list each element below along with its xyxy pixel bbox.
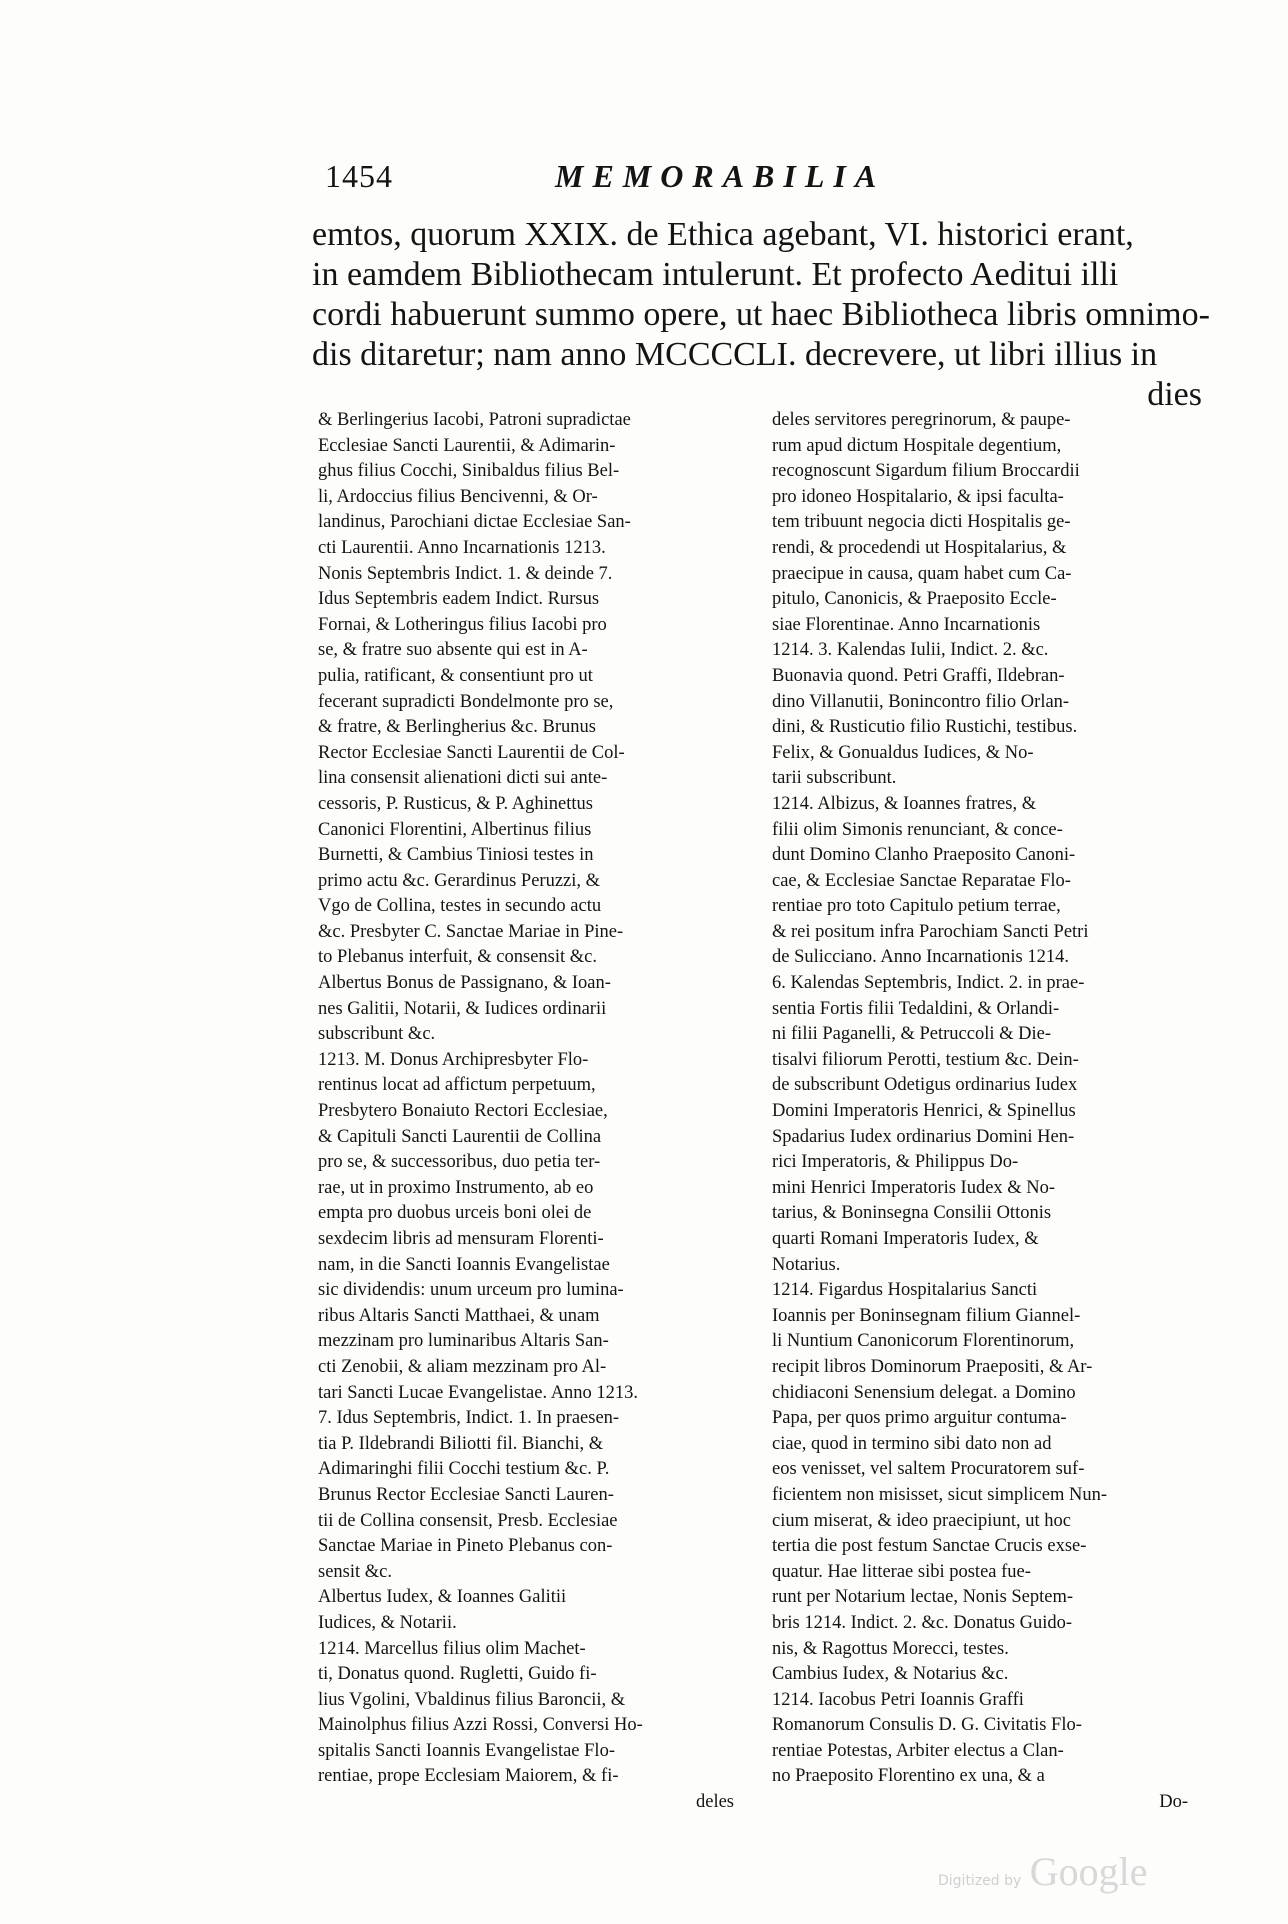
text-line: tisalvi filiorum Perotti, testium &c. Dein- (772, 1049, 1079, 1070)
text-line: rentinus locat ad affictum perpetuum, (318, 1075, 596, 1096)
text-line: tertia die post festum Sanctae Crucis exse- (772, 1536, 1087, 1557)
text-line: Sanctae Mariae in Pineto Plebanus con- (318, 1536, 613, 1557)
text-line: subscribunt &c. (318, 1024, 436, 1045)
watermark-prefix: Digitized by (938, 1873, 1022, 1889)
column-catchword: deles (695, 1792, 734, 1813)
text-line: tii de Collina consensit, Presb. Ecclesiae (318, 1510, 618, 1531)
text-line: nes Galitii, Notarii, & Iudices ordinarii (318, 998, 607, 1019)
text-line: dunt Domino Clanho Praeposito Canoni- (772, 845, 1076, 866)
text-line: se, & fratre suo absente qui est in A- (318, 640, 588, 661)
intro-line: dis ditaretur; nam anno MCCCCLI. decrevere, ut libri illius in (312, 336, 1158, 373)
text-line: bris 1214. Indict. 2. &c. Donatus Guido- (772, 1612, 1073, 1633)
text-line: rae, ut in proximo Instrumento, ab eo (318, 1177, 594, 1198)
text-line: de subscribunt Odetigus ordinarius Iudex (772, 1075, 1078, 1096)
text-line: recognoscunt Sigardum filium Broccardii (772, 461, 1080, 482)
text-line: quatur. Hae litterae sibi postea fue- (772, 1561, 1031, 1582)
text-line: sic dividendis: unum urceum pro lumina- (318, 1280, 624, 1301)
text-line: ni filii Paganelli, & Petruccoli & Die- (772, 1024, 1051, 1045)
text-line: rentiae pro toto Capitulo petium terrae, (772, 896, 1061, 917)
text-line: Fornai, & Lotheringus filius Iacobi pro (318, 614, 607, 635)
text-line: & Capituli Sancti Laurentii de Collina (318, 1126, 602, 1147)
text-line: quarti Romani Imperatoris Iudex, & (772, 1229, 1039, 1249)
text-line: Felix, & Gonualdus Iudices, & No- (772, 742, 1034, 763)
text-line: tari Sancti Lucae Evangelistae. Anno 1213. (318, 1382, 639, 1403)
text-line: ribus Altaris Sancti Matthaei, & unam (318, 1305, 600, 1326)
text-line: Iudices, & Notarii. (318, 1612, 457, 1633)
text-line: ghus filius Cocchi, Sinibaldus filius Bel- (318, 461, 620, 482)
text-line: Presbytero Bonaiuto Rectori Ecclesiae, (318, 1101, 608, 1122)
text-line: cium miserat, & ideo praecipiunt, ut hoc (772, 1510, 1071, 1531)
text-line: rendi, & procedendi ut Hospitalarius, & (772, 537, 1067, 558)
text-line: tem tribuunt negocia dicti Hospitalis ge- (772, 512, 1071, 533)
text-line: empta pro duobus urceis boni olei de (318, 1203, 592, 1224)
column-catchword: Do- (1159, 1792, 1188, 1813)
text-line: Idus Septembris eadem Indict. Rursus (318, 589, 600, 610)
text-line: &c. Presbyter C. Sanctae Mariae in Pine- (318, 921, 624, 942)
right-column (772, 408, 1188, 1816)
page-number: 1454 (325, 158, 393, 194)
text-line: Vgo de Collina, testes in secundo actu (318, 896, 602, 917)
text-line: & Berlingerius Iacobi, Patroni supradictae (318, 410, 631, 430)
text-line: Spadarius Iudex ordinarius Domini Hen- (772, 1126, 1075, 1147)
intro-line: emtos, quorum XXIX. de Ethica agebant, VI. historici erant, (312, 216, 1134, 253)
text-line: ficientem non misisset, sicut simplicem Nun- (772, 1484, 1108, 1505)
text-line: tarius, & Boninsegna Consilii Ottonis (772, 1203, 1052, 1224)
text-line: pro se, & successoribus, duo petia ter- (318, 1152, 601, 1173)
text-line: pitulo, Canonicis, & Praeposito Eccle- (772, 589, 1057, 610)
text-line: Canonici Florentini, Albertinus filius (318, 819, 592, 840)
text-line: Buonavia quond. Petri Graffi, Ildebran- (772, 665, 1065, 686)
text-line: 1213. M. Donus Archipresbyter Flo- (318, 1049, 589, 1070)
text-line: tarii subscribunt. (772, 768, 897, 789)
text-line: Notarius. (772, 1254, 841, 1275)
text-line: praecipue in causa, quam habet cum Ca- (772, 563, 1072, 584)
text-line: 1214. Iacobus Petri Ioannis Graffi (772, 1689, 1024, 1710)
text-line: Nonis Septembris Indict. 1. & deinde 7. (318, 563, 613, 584)
text-line: 1214. Marcellus filius olim Machet- (318, 1638, 586, 1659)
text-line: Mainolphus filius Azzi Rossi, Conversi Ho- (318, 1715, 643, 1736)
text-line: Domini Imperatoris Henrici, & Spinellus (772, 1101, 1076, 1122)
text-line: chidiaconi Senensium delegat. a Domino (772, 1382, 1076, 1403)
text-line: Papa, per quos primo arguitur contuma- (772, 1408, 1067, 1429)
text-line: rentiae Potestas, Arbiter electus a Clan- (772, 1740, 1064, 1761)
text-line: Ecclesiae Sancti Laurentii, & Adimarin- (318, 435, 616, 456)
text-line: Ioannis per Boninsegnam filium Giannel- (772, 1305, 1081, 1326)
text-line: primo actu &c. Gerardinus Peruzzi, & (318, 870, 601, 891)
text-line: & fratre, & Berlingherius &c. Brunus (318, 717, 596, 738)
text-line: Cambius Iudex, & Notarius &c. (772, 1664, 1009, 1685)
digitized-watermark (938, 1848, 1148, 1895)
text-line: Brunus Rector Ecclesiae Sancti Lauren- (318, 1484, 614, 1505)
text-line: 1214. Figardus Hospitalarius Sancti (772, 1280, 1038, 1301)
text-line: nam, in die Sancti Ioannis Evangelistae (318, 1254, 610, 1275)
text-line: sensit &c. (318, 1561, 392, 1582)
running-head (325, 158, 965, 202)
intro-catchword: dies (1147, 376, 1202, 413)
left-column (318, 408, 734, 1816)
text-line: deles servitores peregrinorum, & paupe- (772, 410, 1071, 430)
intro-line: cordi habuerunt summo opere, ut haec Bibliotheca libris omnimo- (312, 296, 1210, 333)
text-line: mini Henrici Imperatoris Iudex & No- (772, 1177, 1056, 1198)
text-line: Albertus Bonus de Passignano, & Ioan- (318, 973, 611, 994)
text-line: mezzinam pro luminaribus Altaris San- (318, 1331, 609, 1352)
running-title: MEMORABILIA (555, 158, 886, 194)
text-line: cae, & Ecclesiae Sanctae Reparatae Flo- (772, 870, 1071, 891)
text-line: pulia, ratificant, & consentiunt pro ut (318, 665, 593, 686)
text-line: cessoris, P. Rusticus, & P. Aghinettus (318, 793, 593, 814)
text-line: sentia Fortis filii Tedaldini, & Orlandi- (772, 998, 1060, 1019)
text-line: rentiae, prope Ecclesiam Maiorem, & fi- (318, 1766, 619, 1787)
text-line: eos venisset, vel saltem Procuratorem suf- (772, 1459, 1085, 1480)
text-line: 1214. Albizus, & Ioannes fratres, & (772, 793, 1037, 814)
text-line: li Nuntium Canonicorum Florentinorum, (772, 1331, 1075, 1352)
text-line: lina consensit alienationi dicti sui ante- (318, 768, 608, 789)
text-line: Rector Ecclesiae Sancti Laurentii de Col- (318, 742, 625, 763)
text-line: fecerant supradicti Bondelmonte pro se, (318, 691, 614, 712)
intro-paragraph (312, 215, 1210, 415)
text-line: to Plebanus interfuit, & consensit &c. (318, 947, 597, 968)
text-line: li, Ardoccius filius Bencivenni, & Or- (318, 486, 598, 507)
text-line: rici Imperatoris, & Philippus Do- (772, 1152, 1019, 1173)
text-line: ti, Donatus quond. Rugletti, Guido fi- (318, 1664, 597, 1685)
text-line: runt per Notarium lectae, Nonis Septem- (772, 1587, 1074, 1608)
text-line: Romanorum Consulis D. G. Civitatis Flo- (772, 1715, 1082, 1736)
text-line: lius Vgolini, Vbaldinus filius Baroncii, & (318, 1689, 626, 1710)
text-line: no Praeposito Florentino ex una, & a (772, 1766, 1045, 1787)
intro-line: in eamdem Bibliothecam intulerunt. Et profecto Aeditui illi (312, 256, 1119, 293)
text-line: & rei positum infra Parochiam Sancti Petri (772, 921, 1089, 942)
google-logo: Google (1029, 1849, 1148, 1894)
text-line: 7. Idus Septembris, Indict. 1. In praesen- (318, 1408, 620, 1429)
text-line: ciae, quod in termino sibi dato non ad (772, 1433, 1052, 1454)
text-line: cti Zenobii, & aliam mezzinam pro Al- (318, 1356, 607, 1377)
text-line: rum apud dictum Hospitale degentium, (772, 435, 1062, 456)
text-line: pro idoneo Hospitalario, & ipsi faculta- (772, 486, 1064, 507)
text-line: landinus, Parochiani dictae Ecclesiae San- (318, 512, 631, 533)
text-line: tia P. Ildebrandi Biliotti fil. Bianchi, & (318, 1433, 604, 1454)
text-line: Albertus Iudex, & Ioannes Galitii (318, 1587, 567, 1608)
text-line: recipit libros Dominorum Praepositi, & Ar- (772, 1356, 1093, 1377)
text-line: siae Florentinae. Anno Incarnationis (772, 614, 1041, 635)
text-line: filii olim Simonis renunciant, & conce- (772, 819, 1063, 840)
text-line: nis, & Ragottus Morecci, testes. (772, 1638, 1009, 1659)
text-line: 1214. 3. Kalendas Iulii, Indict. 2. &c. (772, 640, 1049, 661)
text-line: de Sulicciano. Anno Incarnationis 1214. (772, 947, 1069, 968)
text-line: 6. Kalendas Septembris, Indict. 2. in prae- (772, 973, 1085, 994)
text-line: dini, & Rusticutio filio Rustichi, testibus. (772, 717, 1078, 738)
text-line: Adimaringhi filii Cocchi testium &c. P. (318, 1459, 610, 1480)
text-line: cti Laurentii. Anno Incarnationis 1213. (318, 537, 606, 558)
text-line: spitalis Sancti Ioannis Evangelistae Flo- (318, 1740, 615, 1761)
text-line: sexdecim libris ad mensuram Florenti- (318, 1229, 604, 1249)
text-line: Burnetti, & Cambius Tiniosi testes in (318, 845, 594, 866)
text-line: dino Villanutii, Bonincontro filio Orlan- (772, 691, 1070, 712)
